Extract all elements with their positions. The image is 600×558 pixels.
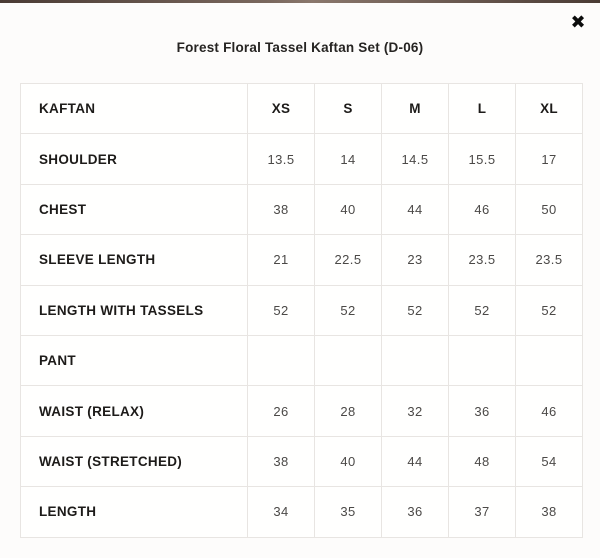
value-cell: 40 xyxy=(315,184,382,234)
value-cell xyxy=(516,335,583,385)
table-row xyxy=(21,487,583,537)
value-cell xyxy=(248,335,315,385)
value-cell: 15.5 xyxy=(449,134,516,184)
header-cell: XS xyxy=(248,84,315,134)
table-row xyxy=(21,235,583,285)
header-cell: S xyxy=(315,84,382,134)
value-cell: 23 xyxy=(382,235,449,285)
value-cell: 44 xyxy=(382,184,449,234)
close-icon: ✖ xyxy=(570,12,586,33)
value-cell: 32 xyxy=(382,386,449,436)
value-cell xyxy=(315,335,382,385)
row-label-cell: WAIST (RELAX) xyxy=(21,386,248,436)
value-cell: 36 xyxy=(449,386,516,436)
value-cell: 40 xyxy=(315,436,382,486)
row-label-cell: LENGTH WITH TASSELS xyxy=(21,285,248,335)
row-label-cell: SHOULDER xyxy=(21,134,248,184)
size-chart-table xyxy=(20,83,583,538)
value-cell: 26 xyxy=(248,386,315,436)
value-cell: 21 xyxy=(248,235,315,285)
value-cell: 17 xyxy=(516,134,583,184)
header-cell: KAFTAN xyxy=(21,84,248,134)
value-cell: 38 xyxy=(248,436,315,486)
row-label-cell: PANT xyxy=(21,335,248,385)
value-cell: 34 xyxy=(248,487,315,537)
value-cell: 14.5 xyxy=(382,134,449,184)
row-label-cell: LENGTH xyxy=(21,487,248,537)
header-cell: L xyxy=(449,84,516,134)
value-cell: 52 xyxy=(315,285,382,335)
value-cell xyxy=(382,335,449,385)
value-cell: 22.5 xyxy=(315,235,382,285)
row-label-cell: WAIST (STRETCHED) xyxy=(21,436,248,486)
value-cell: 46 xyxy=(449,184,516,234)
table-row xyxy=(21,134,583,184)
header-cell: M xyxy=(382,84,449,134)
table-row xyxy=(21,285,583,335)
value-cell: 52 xyxy=(449,285,516,335)
close-button[interactable] xyxy=(565,10,591,36)
table-row xyxy=(21,184,583,234)
top-edge-strip xyxy=(0,0,600,3)
value-cell: 13.5 xyxy=(248,134,315,184)
row-label-cell: SLEEVE LENGTH xyxy=(21,235,248,285)
value-cell: 23.5 xyxy=(516,235,583,285)
value-cell: 52 xyxy=(248,285,315,335)
table-row xyxy=(21,436,583,486)
value-cell: 35 xyxy=(315,487,382,537)
row-label-cell: CHEST xyxy=(21,184,248,234)
value-cell: 38 xyxy=(248,184,315,234)
value-cell: 52 xyxy=(382,285,449,335)
header-cell: XL xyxy=(516,84,583,134)
value-cell: 28 xyxy=(315,386,382,436)
value-cell: 54 xyxy=(516,436,583,486)
value-cell: 50 xyxy=(516,184,583,234)
dialog-title: Forest Floral Tassel Kaftan Set (D-06) xyxy=(176,40,424,55)
table-row xyxy=(21,386,583,436)
value-cell: 36 xyxy=(382,487,449,537)
value-cell: 52 xyxy=(516,285,583,335)
value-cell: 46 xyxy=(516,386,583,436)
value-cell: 48 xyxy=(449,436,516,486)
value-cell: 37 xyxy=(449,487,516,537)
value-cell: 38 xyxy=(516,487,583,537)
table-row xyxy=(21,335,583,385)
value-cell: 44 xyxy=(382,436,449,486)
table-header-row xyxy=(21,84,583,134)
value-cell: 14 xyxy=(315,134,382,184)
value-cell: 23.5 xyxy=(449,235,516,285)
value-cell xyxy=(449,335,516,385)
